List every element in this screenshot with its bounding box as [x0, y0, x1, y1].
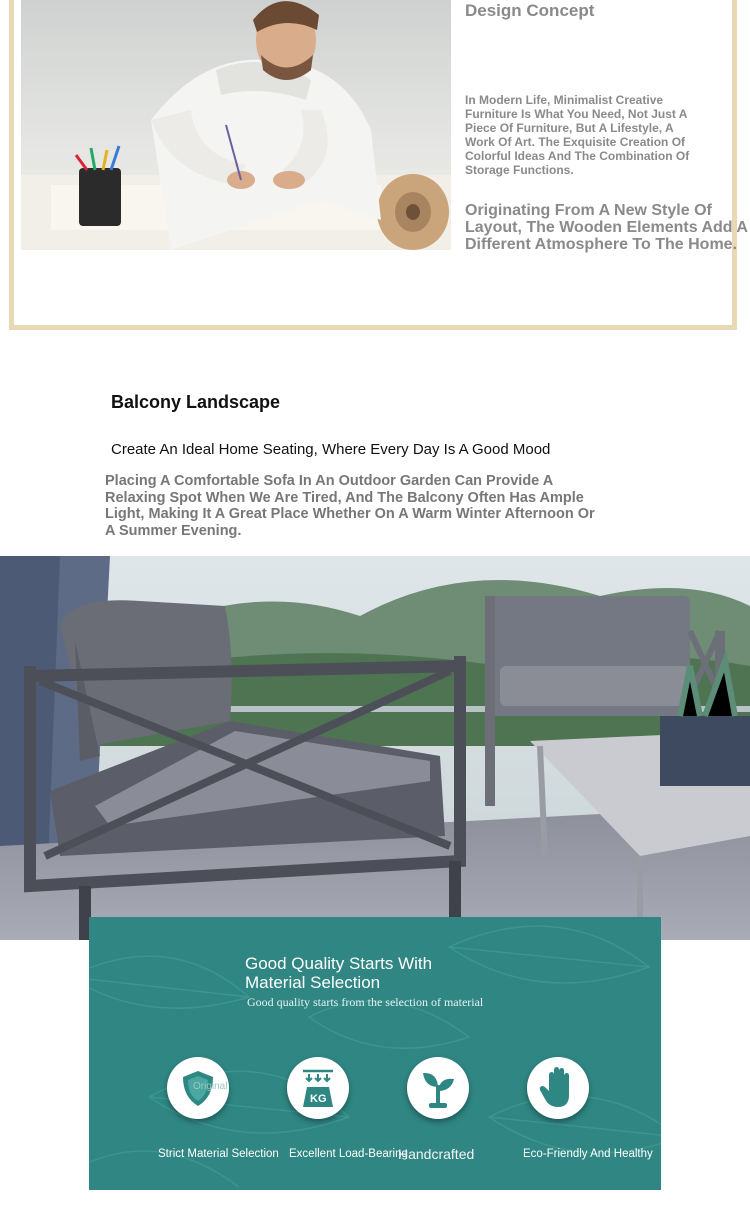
feature-label-strict-material: Strict Material Selection [158, 1148, 279, 1160]
shield-badge-text: Original [193, 1081, 228, 1092]
plant-icon [407, 1057, 469, 1119]
feature-label-load-bearing: Excellent Load-Bearing [289, 1148, 408, 1160]
designer-photo [21, 0, 451, 250]
hand-icon [527, 1057, 589, 1119]
design-concept-title: Design Concept [465, 1, 595, 20]
feature-eco-friendly [527, 1057, 589, 1119]
feature-label-handcrafted: Handcrafted [398, 1146, 475, 1162]
design-concept-body-secondary: Originating From A New Style Of Layout, The Wooden Elements Add A Different Atmosphere To The Home. [465, 202, 748, 253]
quality-panel [89, 917, 661, 1190]
feature-handcrafted [407, 1057, 469, 1119]
quality-title: Good Quality Starts With Material Selection [245, 954, 433, 992]
balcony-subtitle: Create An Ideal Home Seating, Where Every Day Is A Good Mood [111, 441, 551, 458]
weight-icon [287, 1057, 349, 1119]
design-concept-body: In Modern Life, Minimalist Creative Furniture Is What You Need, Not Just A Piece Of Furniture, But A Lifestyle, A Work Of Art. The Exquisite Creation Of Colorful Ideas And The Combination Of Storage Functions. [465, 93, 690, 177]
outdoor-sofa-photo [0, 556, 750, 940]
quality-subtitle: Good quality starts from the selection of material [247, 995, 484, 1009]
feature-strict-material [167, 1057, 229, 1119]
balcony-body: Placing A Comfortable Sofa In An Outdoor Garden Can Provide A Relaxing Spot When We Are Tired, And The Balcony Often Has Ample Light, Making It A Great Place Whether On A Warm Winter Afternoon Or A Summer Evening. [105, 473, 595, 539]
weight-badge-text: KG [310, 1093, 327, 1105]
balcony-title: Balcony Landscape [111, 392, 281, 412]
feature-load-bearing [287, 1057, 349, 1119]
feature-label-eco-friendly: Eco-Friendly And Healthy [523, 1148, 653, 1160]
